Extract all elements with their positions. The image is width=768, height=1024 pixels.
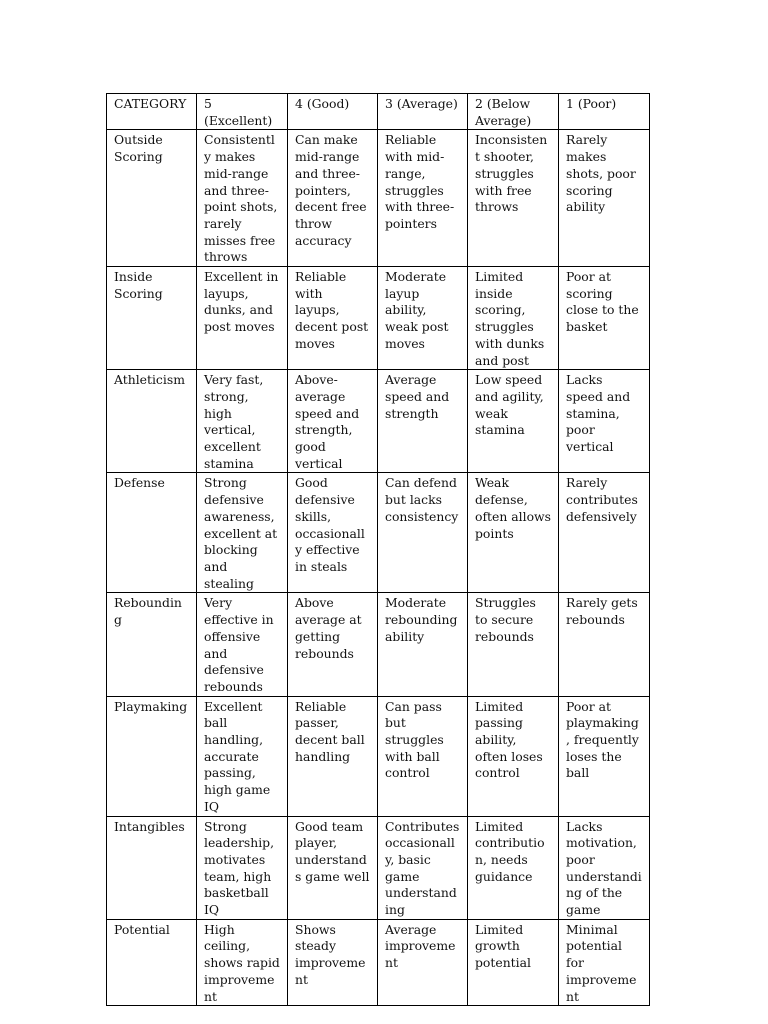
header-cell-below-average: 2 (Below Average) [468, 94, 559, 130]
table-row [107, 816, 650, 919]
category-cell: Playmaking [107, 696, 197, 816]
table-row [107, 370, 650, 473]
table-cell: Inconsistent shooter, struggles with free throws [468, 130, 559, 267]
category-cell: Defense [107, 473, 197, 593]
table-cell: Very effective in offensive and defensive rebounds [197, 593, 288, 696]
table-cell: Strong defensive awareness, excellent at blocking and stealing [197, 473, 288, 593]
table-cell: Strong leadership, motivates team, high basketball IQ [197, 816, 288, 919]
table-cell: Reliable passer, decent ball handling [288, 696, 378, 816]
header-cell-good: 4 (Good) [288, 94, 378, 130]
header-cell-category: CATEGORY [107, 94, 197, 130]
rubric-table [106, 93, 650, 1006]
table-cell: Average speed and strength [378, 370, 468, 473]
table-cell: Limited passing ability, often loses control [468, 696, 559, 816]
table-cell: Can defend but lacks consistency [378, 473, 468, 593]
table-cell: Lacks speed and stamina, poor vertical [559, 370, 650, 473]
table-row [107, 696, 650, 816]
table-cell: Weak defense, often allows points [468, 473, 559, 593]
table-cell: Excellent ball handling, accurate passing, high game IQ [197, 696, 288, 816]
table-cell: Consistently makes mid-range and three-point shots, rarely misses free throws [197, 130, 288, 267]
header-cell-average: 3 (Average) [378, 94, 468, 130]
category-cell: Outside Scoring [107, 130, 197, 267]
table-cell: Above average at getting rebounds [288, 593, 378, 696]
table-cell: Poor at scoring close to the basket [559, 267, 650, 370]
table-cell: Can make mid-range and three-pointers, decent free throw accuracy [288, 130, 378, 267]
table-cell: Good defensive skills, occasionally effective in steals [288, 473, 378, 593]
table-cell: Can pass but struggles with ball control [378, 696, 468, 816]
table-cell: Reliable with layups, decent post moves [288, 267, 378, 370]
table-cell: Minimal potential for improvement [559, 919, 650, 1006]
table-cell: Limited contribution, needs guidance [468, 816, 559, 919]
table-cell: Excellent in layups, dunks, and post moves [197, 267, 288, 370]
table-row [107, 267, 650, 370]
table-cell: Struggles to secure rebounds [468, 593, 559, 696]
table-cell: Low speed and agility, weak stamina [468, 370, 559, 473]
table-header-row [107, 94, 650, 130]
table-cell: Moderate layup ability, weak post moves [378, 267, 468, 370]
table-row [107, 130, 650, 267]
category-cell: Athleticism [107, 370, 197, 473]
table-cell: Good team player, understands game well [288, 816, 378, 919]
table-row [107, 473, 650, 593]
table-cell: Above-average speed and strength, good vertical [288, 370, 378, 473]
category-cell: Potential [107, 919, 197, 1006]
table-cell: Shows steady improvement [288, 919, 378, 1006]
category-cell: Inside Scoring [107, 267, 197, 370]
table-cell: Contributes occasionally, basic game understanding [378, 816, 468, 919]
table-cell: Moderate rebounding ability [378, 593, 468, 696]
table-cell: Average improvement [378, 919, 468, 1006]
table-cell: High ceiling, shows rapid improvement [197, 919, 288, 1006]
table-cell: Limited growth potential [468, 919, 559, 1006]
table-cell: Reliable with mid-range, struggles with three-pointers [378, 130, 468, 267]
table-cell: Rarely gets rebounds [559, 593, 650, 696]
table-cell: Rarely contributes defensively [559, 473, 650, 593]
category-cell: Intangibles [107, 816, 197, 919]
header-cell-poor: 1 (Poor) [559, 94, 650, 130]
table-cell: Very fast, strong, high vertical, excellent stamina [197, 370, 288, 473]
table-cell: Poor at playmaking, frequently loses the ball [559, 696, 650, 816]
category-cell: Rebounding [107, 593, 197, 696]
table-row [107, 593, 650, 696]
header-cell-excellent: 5 (Excellent) [197, 94, 288, 130]
table-cell: Lacks motivation, poor understanding of the game [559, 816, 650, 919]
table-cell: Limited inside scoring, struggles with dunks and post [468, 267, 559, 370]
table-cell: Rarely makes shots, poor scoring ability [559, 130, 650, 267]
table-row [107, 919, 650, 1006]
